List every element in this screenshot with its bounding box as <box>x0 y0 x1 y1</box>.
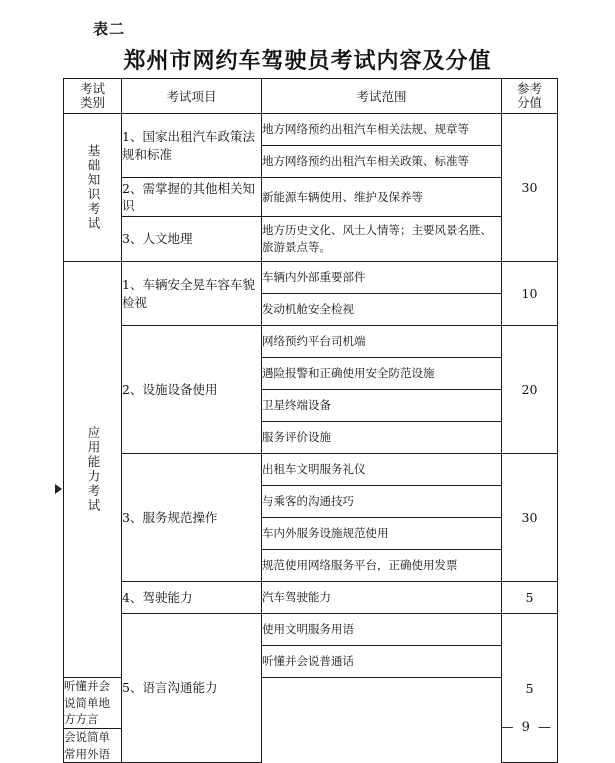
item-driving-ability: 4、驾驶能力 <box>122 582 262 614</box>
table-row <box>64 582 558 614</box>
table-row <box>64 262 558 294</box>
header-scope: 考试范围 <box>262 79 502 114</box>
table-label: 表二 <box>93 20 126 38</box>
scope-text: 车内外服务设施规范使用 <box>262 518 502 550</box>
scope-text: 发动机舱安全检视 <box>262 294 502 326</box>
table-header-row <box>64 79 558 114</box>
category-applied-ability: 应用能力考试 <box>64 262 122 678</box>
scope-text: 会说简单常用外语 <box>64 729 122 763</box>
scope-text: 网络预约平台司机端 <box>262 326 502 358</box>
item-language-communication: 5、语言沟通能力 <box>122 614 262 763</box>
score-driving-ability: 5 <box>502 582 558 614</box>
score-language-communication: 5 <box>502 614 558 763</box>
scope-text: 新能源车辆使用、维护及保养等 <box>262 178 502 217</box>
scope-text: 地方历史文化、风土人情等；主要风景名胜、旅游景点等。 <box>262 217 502 262</box>
page-number: — 9 — <box>500 720 553 735</box>
item-vehicle-safety-check: 1、车辆安全晃车容车貌检视 <box>122 262 262 326</box>
scope-text: 与乘客的沟通技巧 <box>262 486 502 518</box>
scope-text: 车辆内外部重要部件 <box>262 262 502 294</box>
scope-text: 听懂并会说简单地方方言 <box>64 678 122 729</box>
table-row <box>64 614 558 646</box>
table-row <box>64 454 558 486</box>
scope-text: 地方网络预约出租汽车相关法规、规章等 <box>262 114 502 146</box>
scope-text: 规范使用网络服务平台，正确使用发票 <box>262 550 502 582</box>
section-marker-arrow <box>55 484 62 494</box>
category-basic-knowledge: 基础知识考试 <box>64 114 122 262</box>
item-other-knowledge: 2、需掌握的其他相关知识 <box>122 178 262 217</box>
scope-text: 汽车驾驶能力 <box>262 582 502 614</box>
score-vehicle-safety-check: 10 <box>502 262 558 326</box>
table-row <box>64 178 558 217</box>
header-category <box>64 79 122 114</box>
score-facility-usage: 20 <box>502 326 558 454</box>
exam-content-table <box>63 78 558 763</box>
table-row <box>64 114 558 146</box>
header-score <box>502 79 558 114</box>
table-row <box>64 326 558 358</box>
score-basic-knowledge: 30 <box>502 114 558 262</box>
header-category-line2: 类别 <box>79 95 105 110</box>
header-item: 考试项目 <box>122 79 262 114</box>
scope-text: 卫星终端设备 <box>262 390 502 422</box>
scope-text: 使用文明服务用语 <box>262 614 502 646</box>
scope-text: 地方网络预约出租汽车相关政策、标准等 <box>262 146 502 178</box>
page-title: 郑州市网约车驾驶员考试内容及分值 <box>123 48 492 74</box>
header-category-line1: 考试 <box>79 80 105 96</box>
scope-text: 遇险报警和正确使用安全防范设施 <box>262 358 502 390</box>
item-policy-regulations: 1、国家出租汽车政策法规和标准 <box>122 114 262 178</box>
scope-text: 听懂并会说普通话 <box>262 646 502 678</box>
item-humanities-geography: 3、人文地理 <box>122 217 262 262</box>
header-score-line2: 分值 <box>516 95 542 110</box>
scope-text: 服务评价设施 <box>262 422 502 454</box>
table-row <box>64 217 558 262</box>
score-service-standards: 30 <box>502 454 558 582</box>
header-score-line1: 参考 <box>516 80 542 96</box>
item-facility-usage: 2、设施设备使用 <box>122 326 262 454</box>
item-service-standards: 3、服务规范操作 <box>122 454 262 582</box>
scope-text: 出租车文明服务礼仪 <box>262 454 502 486</box>
